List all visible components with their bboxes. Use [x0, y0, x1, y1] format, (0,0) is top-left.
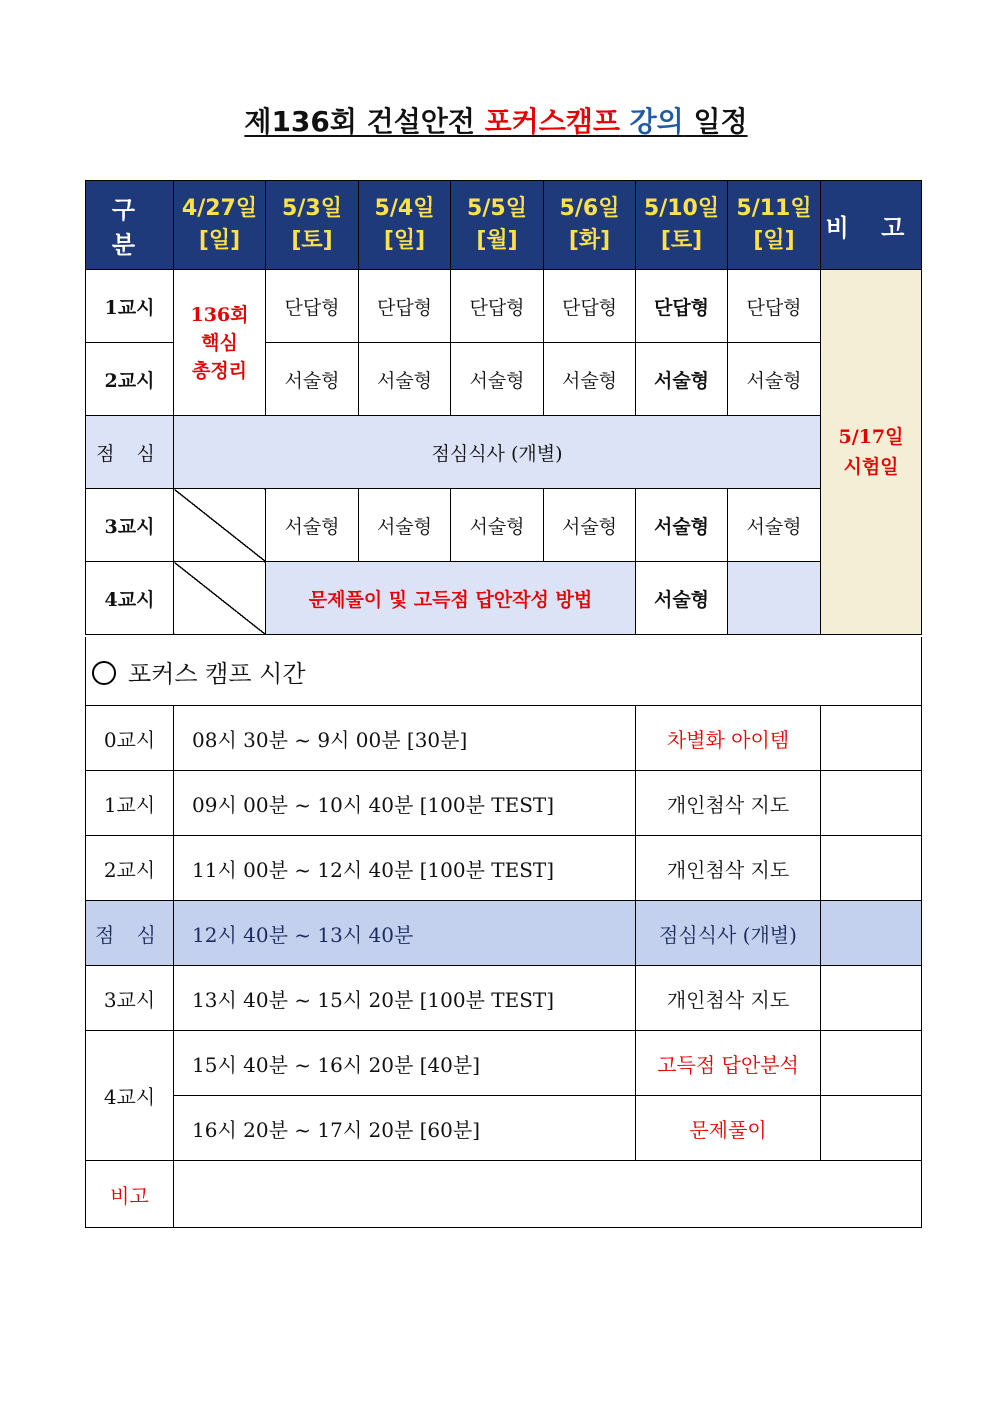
schedule-cell: 서술형: [636, 343, 728, 416]
time-label: 2교시: [86, 836, 174, 901]
period-label: 2교시: [86, 343, 174, 416]
schedule-cell: 서술형: [359, 343, 451, 416]
schedule-cell: 서술형: [266, 489, 359, 562]
header-bigo: 비 고: [821, 181, 922, 270]
schedule-cell: 단답형: [359, 270, 451, 343]
schedule-cell: 단답형: [451, 270, 544, 343]
time-desc: 문제풀이: [636, 1096, 821, 1161]
time-desc: 개인첨삭 지도: [636, 836, 821, 901]
lunch-cell: 점심식사 (개별): [174, 416, 821, 489]
core-review-cell: 136회 핵심 총정리: [174, 270, 266, 416]
period-label: 4교시: [86, 562, 174, 635]
header-date: 5/6일 [화]: [544, 181, 636, 270]
time-note: [821, 966, 922, 1031]
remarks-row: [86, 1161, 922, 1228]
schedule-cell: 서술형: [451, 343, 544, 416]
time-row: [86, 836, 922, 901]
remarks-label: 비고: [86, 1161, 174, 1228]
time-label: 점 심: [86, 901, 174, 966]
schedule-cell: 서술형: [544, 489, 636, 562]
schedule-cell: 서술형: [728, 489, 821, 562]
time-range: 09시 00분 ~ 10시 40분 [100분 TEST]: [174, 771, 636, 836]
period-label: 1교시: [86, 270, 174, 343]
time-note: [821, 836, 922, 901]
time-range: 11시 00분 ~ 12시 40분 [100분 TEST]: [174, 836, 636, 901]
time-note: [821, 706, 922, 771]
schedule-cell: 서술형: [636, 562, 728, 635]
schedule-cell: 서술형: [544, 343, 636, 416]
schedule-table: [85, 180, 922, 635]
schedule-cell: 단답형: [544, 270, 636, 343]
period4-row: [86, 562, 922, 635]
lunch-time-row: [86, 901, 922, 966]
period-label: 3교시: [86, 489, 174, 562]
time-note: [821, 771, 922, 836]
empty-slash-cell: [174, 562, 266, 635]
time-range: 12시 40분 ~ 13시 40분: [174, 901, 636, 966]
time-note: [821, 1031, 922, 1096]
schedule-cell: 서술형: [451, 489, 544, 562]
time-range: 15시 40분 ~ 16시 20분 [40분]: [174, 1031, 636, 1096]
schedule-header-row: [86, 181, 922, 270]
time-label: 1교시: [86, 771, 174, 836]
section-title: 포커스 캠프 시간: [86, 637, 922, 706]
time-row: [86, 706, 922, 771]
time-note: [821, 1096, 922, 1161]
time-row: [86, 771, 922, 836]
schedule-cell: 서술형: [636, 489, 728, 562]
time-row: [86, 966, 922, 1031]
time-desc: 개인첨삭 지도: [636, 966, 821, 1031]
header-date: 5/4일 [일]: [359, 181, 451, 270]
header-date: 5/11일 [일]: [728, 181, 821, 270]
time-range: 13시 40분 ~ 15시 20분 [100분 TEST]: [174, 966, 636, 1031]
schedule-cell: 서술형: [266, 343, 359, 416]
header-date: 5/3일 [토]: [266, 181, 359, 270]
page-title: [0, 100, 992, 140]
camp-time-table: [85, 637, 922, 1228]
time-label: 0교시: [86, 706, 174, 771]
time-range: 16시 20분 ~ 17시 20분 [60분]: [174, 1096, 636, 1161]
time-desc: 차별화 아이템: [636, 706, 821, 771]
time-range: 08시 30분 ~ 9시 00분 [30분]: [174, 706, 636, 771]
schedule-cell: 단답형: [728, 270, 821, 343]
header-date: 5/5일 [월]: [451, 181, 544, 270]
lunch-label: 점 심: [86, 416, 174, 489]
exam-date-note: 5/17일 시험일: [821, 270, 922, 635]
remarks-cell: [174, 1161, 922, 1228]
lunch-row: [86, 416, 922, 489]
header-date: 4/27일 [일]: [174, 181, 266, 270]
header-gubun: 구 분: [86, 181, 174, 270]
title-underlined: 제136회 건설안전 포커스캠프 강의 일정: [244, 105, 748, 138]
time-desc: 개인첨삭 지도: [636, 771, 821, 836]
special-lecture-cell: 문제풀이 및 고득점 답안작성 방법: [266, 562, 636, 635]
time-note: [821, 901, 922, 966]
time-row: [86, 1031, 922, 1096]
time-row: [86, 1096, 922, 1161]
section-header-row: [86, 637, 922, 706]
empty-slash-cell: [174, 489, 266, 562]
schedule-cell: 서술형: [728, 343, 821, 416]
period1-row: [86, 270, 922, 343]
empty-cell: [728, 562, 821, 635]
header-date: 5/10일 [토]: [636, 181, 728, 270]
circle-icon: [92, 661, 116, 685]
time-label: 4교시: [86, 1031, 174, 1161]
time-desc: 점심식사 (개별): [636, 901, 821, 966]
schedule-cell: 단답형: [636, 270, 728, 343]
schedule-cell: 단답형: [266, 270, 359, 343]
time-label: 3교시: [86, 966, 174, 1031]
period3-row: [86, 489, 922, 562]
time-desc: 고득점 답안분석: [636, 1031, 821, 1096]
schedule-cell: 서술형: [359, 489, 451, 562]
